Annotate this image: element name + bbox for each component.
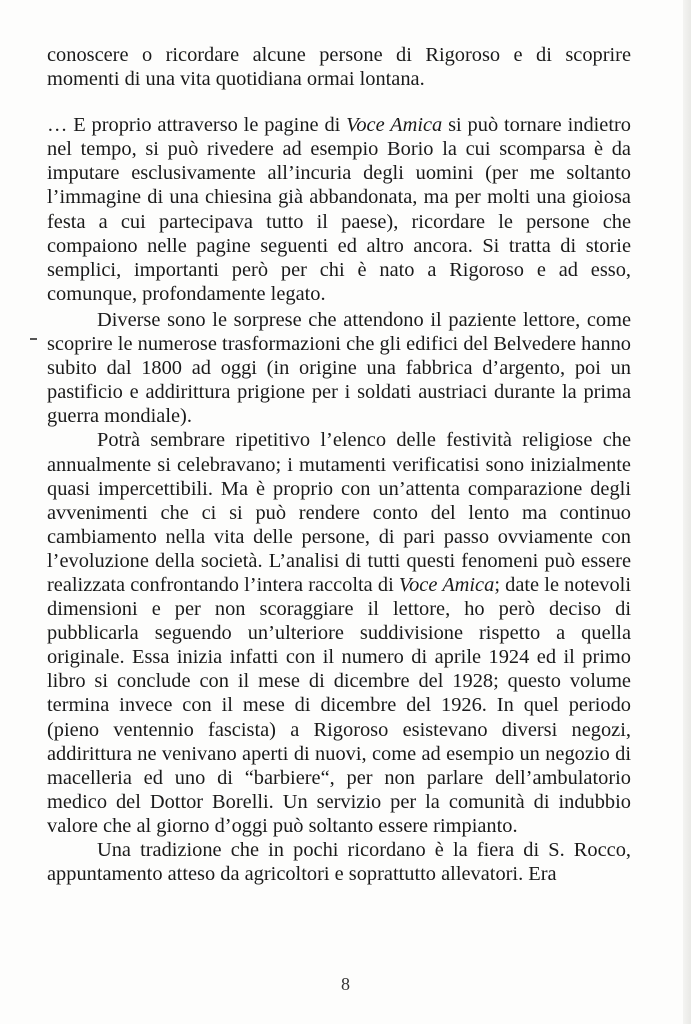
paragraph-2-run-1: … E proprio attraverso le pagine di xyxy=(47,114,347,137)
paragraph-2 xyxy=(47,113,631,306)
paragraph-4 xyxy=(47,428,631,838)
publication-title-italic: Voce Amica xyxy=(346,114,443,137)
publication-title-italic: Voce Amica xyxy=(398,573,495,596)
paragraph-5 xyxy=(47,838,631,886)
paragraph-1 xyxy=(47,43,631,91)
page-number: 8 xyxy=(341,974,350,994)
margin-mark xyxy=(30,338,37,340)
paragraph-5-run-1: Una tradizione che in pochi ricordano è la fiera di S. Rocco, appuntamento atteso da agricoltori e soprattutto allevatori. Era xyxy=(47,839,631,886)
paragraph-2-run-3: si può tornare indietro nel tempo, si può rivedere ad esempio Borio la cui scomparsa è da imputare esclusivamente all’incuria degli uomini (per me soltanto l’immagine di una chiesina già abbandonata, ma per molti una gioiosa festa a cui partecipava tutto il paese), ricordare le persone che compaiono nelle pagine seguenti ed altro ancora. Si tratta di storie semplici, importanti però per chi è nato a Rigoroso e ad esso, comunque, profondamente legato. xyxy=(47,114,632,305)
paragraph-4-run-1: Potrà sembrare ripetitivo l’elenco delle festività religiose che annualmente si celebravano; i mutamenti verificatisi sono inizialmente quasi impercettibili. Ma è proprio con un’attenta comparazione degli avvenimenti che ci si può rendere conto del lento ma continuo cambiamento nella vita delle persone, di pari passo ovviamente con l’evoluzione della società. L’analisi di tutti questi fenomeni può essere realizzata confrontando l’intera raccolta di xyxy=(47,429,631,596)
paragraph-4-run-3: ; date le notevoli dimensioni e per non scoraggiare il lettore, ho però deciso di pubblicarla seguendo un’ulteriore suddivisione rispetto a quella originale. Essa inizia infatti con il numero di aprile 1924 ed il primo libro si conclude con il mese di dicembre del 1928; questo volume termina invece con il mese di dicembre del 1926. In quel periodo (pieno ventennio fascista) a Rigoroso esistevano diversi negozi, addirittura ne venivano aperti di nuovi, come ad esempio un negozio di macelleria ed uno di “barbiere“, per non parlare dell’ambulatorio medico del Dottor Borelli. Un servizio per la comunità di indubbio valore che al giorno d’oggi può soltanto essere rimpianto. xyxy=(47,573,631,837)
body-text xyxy=(47,43,631,886)
paragraph-3 xyxy=(47,308,631,428)
paragraph-3-run-1: Diverse sono le sorprese che attendono il paziente lettore, come scoprire le numerose trasformazioni che gli edifici del Belvedere hanno subito dal 1800 ad oggi (in origine una fabbrica d’argento, poi un pastificio e addirittura prigione per i soldati austriaci durante la prima guerra mondiale). xyxy=(47,308,631,428)
scan-edge-shadow xyxy=(683,0,691,1024)
paragraph-1-run-1: conoscere o ricordare alcune persone di Rigoroso e di scoprire momenti di una vita quotidiana ormai lontana. xyxy=(47,44,631,91)
